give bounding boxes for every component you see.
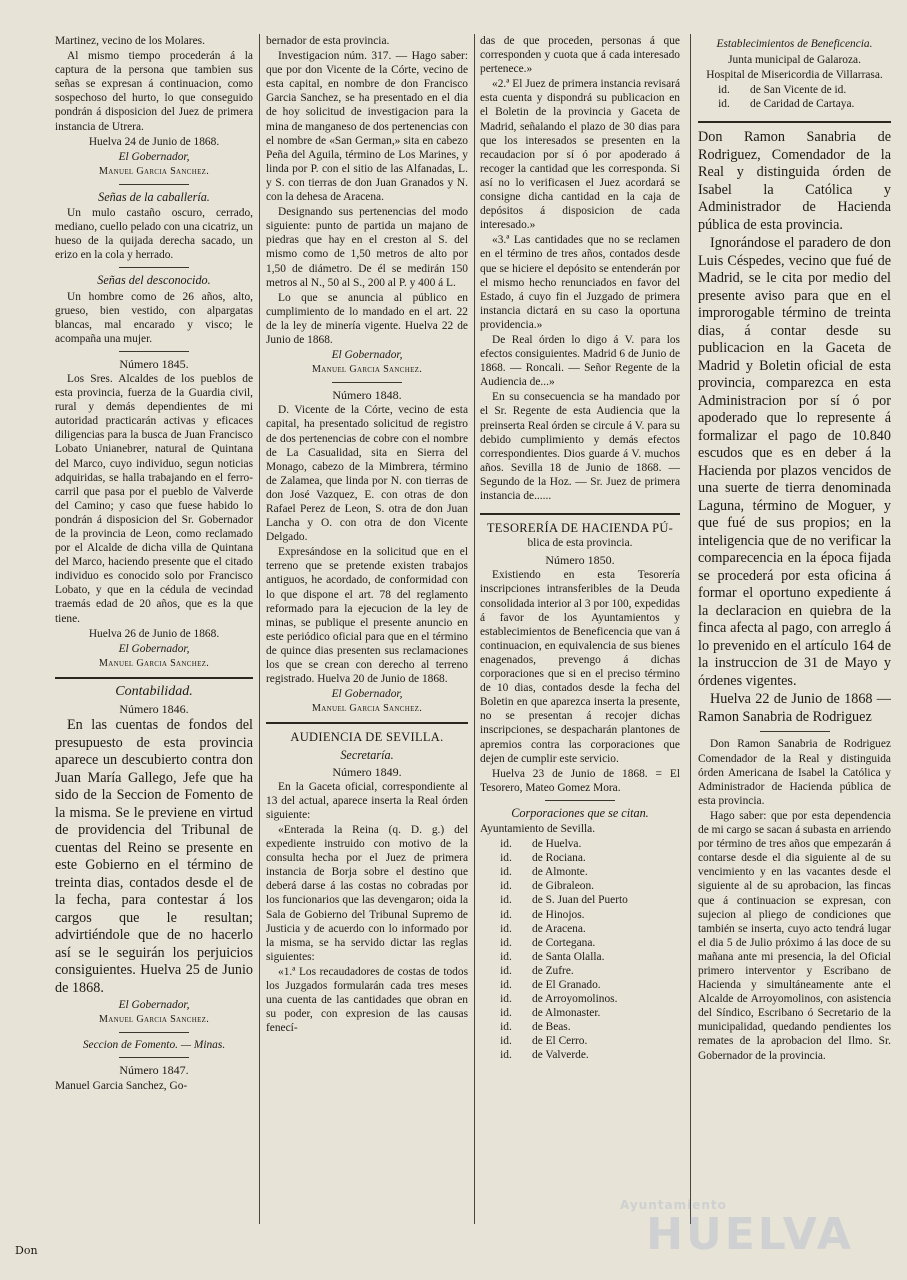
paragraph: Huelva 22 de Junio de 1868 — Ramon Sanabria de Rodriguez	[698, 691, 891, 725]
notice-number: Número 1846.	[119, 702, 189, 717]
section-heading: TESORERÍA DE HACIENDA PÚ-	[486, 521, 674, 536]
notice-number: Número 1848.	[332, 388, 402, 403]
paragraph: Hago saber: que por esta dependencia de mi cargo se sacan á subasta en arriendo por término de tres años que empezarán á contarse desde el dia siguiente al de su vencimiento y en las vacantes desde el siguiente al de su aprobacion, las fincas que á continuacion se expresan, con sujecion al pliego de condiciones que también se inserta, cuyo acto tendrá lugar el dia 5 de Julio próximo á las doce de su mañana ante mi presencia, la del Oficial primero interventor y Escribano de Hacienda y simultáneamente ante el Alcalde de Arroyomolinos, con asistencia del Síndico, Escribano ó Secretario de la municipalidad, quedando pendientes los remates de la aprobacion del Ilmo. Sr. Gobernador de la provincia.	[698, 809, 891, 1062]
signature-title: El Gobernador,	[331, 688, 403, 701]
signature-title: El Gobernador,	[118, 999, 190, 1012]
notice-number: Número 1847.	[119, 1063, 189, 1078]
list-item: id. de Aracena.	[500, 922, 586, 935]
column-rule	[259, 34, 260, 1224]
paragraph: Manuel Garcia Sanchez, Go-	[55, 1079, 188, 1092]
date-line: Huelva 24 de Junio de 1868.	[88, 135, 220, 148]
paragraph: Lo que se anuncia al público en cumplimiento de lo mandado en el art. 22 de la ley de minería vigente. Huelva 22 de Junio de 1868.	[266, 291, 468, 346]
paragraph: En las cuentas de fondos del presupuesto de esta provincia aparece un descubierto contra don Juan María Gallego, Jefe que ha sido de la Seccion de Fomento de la misma. Se le previene en virtud de providencia del Tribunal de cuentas del Reino se presente en este Gobierno en el término de treinta dias, contados desde el de la fecha, para contestar á los cargos que le resultan; advirtiéndole que de no hacerlo así se le seguirán los perjuicios consiguientes. Huelva 25 de Junio de 1868.	[55, 717, 253, 996]
divider	[119, 184, 189, 185]
list-item: Hospital de Misericordia de Villarrasa.	[706, 69, 883, 82]
paragraph: Designando sus pertenencias del modo siguiente: punto de partida un majano de piedras que hay en el creston al S. del mismo como de 1,50 metros de alto por 1,50 de diámetro. De él se medirán 150 metros al N., 50 al S., 200 al P. y 400 á L.	[266, 206, 468, 289]
signature-name: Manuel Garcia Sanchez.	[98, 1014, 210, 1026]
section-heading: Contabilidad.	[115, 683, 193, 699]
section-heading: AUDIENCIA DE SEVILLA.	[290, 730, 444, 745]
signature-name: Manuel Garcia Sanchez.	[311, 364, 423, 376]
paragraph: «2.ª El Juez de primera instancia revisará esta cuenta y dispondrá su publicacion en el Boletin de la provincia y Gaceta de Madrid, señalando el plazo de 30 dias para que los interesados se presenten en la recaudacion por sí ó por apoderado á recoger la cantidad que les corresponda. Si así no lo verificasen el Juez acordará se consigne dicha cantidad en la caja de depósitos á disposicion de cada interesado.»	[480, 78, 680, 232]
list-item: id. de Beas.	[500, 1021, 571, 1034]
paragraph: «Enterada la Reina (q. D. g.) del expediente instruido con motivo de la consulta hecha por el Juez de primera instancia de Borja sobre el destino que deberá darse á las costas no cobradas por los funcionarios que las devengaron; oida la Sala de Gobierno del Tribunal Supremo de Justicia y de acuerdo con lo informado por la misma, se ha servido dictar las reglas siguientes:	[266, 823, 468, 963]
list-item: id. de Cortegana.	[500, 936, 596, 949]
column-3	[480, 34, 680, 1063]
paragraph: Existiendo en esta Tesorería inscripciones intransferibles de la Deuda consolidada interior al 3 por 100, expedidas á favor de los Ayuntamientos y establecimientos de Beneficencia que van á continuacion, en equivalencia de sus bienes enagenados, prevengo á dichas corporaciones que si en el preciso término de 10 dias, contados desde la fecha del Boletin en que aparezca inserta la presente, no se presentan á recojer dichas inscripciones, se despacharán plantones de apremios contra las corporaciones que dejen de cumplir este servicio.	[480, 569, 680, 765]
column-1	[55, 34, 253, 1094]
section-heading: blica de esta provincia.	[527, 537, 633, 550]
signature-title: El Gobernador,	[118, 150, 190, 163]
list-item: id. de Valverde.	[500, 1049, 589, 1062]
paragraph: Martinez, vecino de los Molares.	[55, 35, 205, 47]
paragraph: Huelva 23 de Junio de 1868. = El Tesorero, Mateo Gomez Mora.	[480, 767, 680, 794]
signature-name: Manuel Garcia Sanchez.	[311, 703, 423, 715]
paragraph: Don Ramon Sanabria de Rodriguez Comendador de la Real y distinguida órden Americana de Isabel la Católica y Administrador de Hacienda pública de esta provincia.	[698, 738, 891, 807]
column-2	[266, 34, 468, 1036]
signature-name: Manuel Garcia Sanchez.	[98, 657, 210, 669]
paragraph: Los Sres. Alcaldes de los pueblos de esta provincia, fuerza de la Guardia civil, rural y demás dependientes de mi autoridad practicarán activas y eficaces diligencias para la busca de Juan Francisco Lobato Unianebrer, natural de Quintana del Marco, cuyo individuo, segun noticias adquiridas, se halla trabajando en el ferro-carril que pasa por el pueblo de Valverde del Camino; y caso que fuese habido lo pondrán á disposicion del Sr. Gobernador de la provincia de Leon, como reclamado por el Alcalde de dicha villa de Quintana del Marco, haciendo presente que el citado individuo es conocido solo por Francisco Lobato, y que en la cédula de vecindad traemás edad de 20 años, que es la que tiene.	[55, 372, 253, 625]
paragraph: «3.ª Las cantidades que no se reclamen en el término de tres años, contados desde que se hiciere el depósito se entenderán por el mismo hecho renunciados en favor del Estado, á cuyo fin el Juzgado de primera instancia dictará en su caso la oportuna providencia.»	[480, 234, 680, 331]
divider	[480, 513, 680, 515]
corporation-list	[480, 837, 680, 1063]
list-item: id. de San Vicente de id.	[718, 84, 847, 97]
list-item: id. de Rociana.	[500, 852, 586, 865]
paragraph: Un hombre como de 26 años, alto, grueso, bien vestido, con alpargatas blancas, mal encarado y visco; le acompaña una mujer.	[55, 290, 253, 345]
column-4	[698, 34, 891, 1064]
signature-title: El Gobernador,	[331, 349, 403, 362]
signature-name: Manuel Garcia Sanchez.	[98, 165, 210, 177]
paragraph: Al mismo tiempo procederán á la captura de la persona que tambien sus señas se expresan á continuacion, como sospechoso del hurto, lo que conseguido pondrán á disposicion del Juez de primera instancia de Utrera.	[55, 50, 253, 133]
column-rule	[474, 34, 475, 1224]
notice-number: Número 1845.	[119, 356, 189, 371]
divider	[119, 1057, 189, 1058]
section-heading: Señas del desconocido.	[97, 273, 211, 288]
section-subheading: Secretaría.	[340, 747, 394, 762]
list-item: id. de Caridad de Cartaya.	[718, 98, 855, 111]
list-item: id. de Almonte.	[500, 866, 588, 879]
paragraph: En la Gaceta oficial, correspondiente al 13 del actual, aparece inserta la Real órden siguiente:	[266, 780, 468, 821]
list-item: id. de Hinojos.	[500, 908, 585, 921]
divider	[698, 121, 891, 123]
notice-number: Número 1850.	[545, 553, 615, 568]
list-item: id. de Arroyomolinos.	[500, 993, 618, 1006]
paragraph: De Real órden lo digo á V. para los efectos consiguientes. Madrid 6 de Junio de 1868. — Roncali. — Señor Regente de la Audiencia de...»	[480, 333, 680, 389]
list-item: id. de Gibraleon.	[500, 880, 594, 893]
paragraph: En su consecuencia se ha mandado por el Sr. Regente de esta Audiencia que la preinserta Real órden se circule á V. para su debido cumplimiento y demás efectos correspondientes. Dios guarde á V. muchos años. Sevilla 18 de Junio de 1868. — Segundo de la Hoz. — Sr. Juez de primera instancia de......	[480, 391, 680, 502]
paragraph: «1.ª Los recaudadores de costas de todos los Juzgados formularán cada tres meses una cuenta de las cantidades que obran en su poder, con expresion de las causas fenecí-	[266, 965, 468, 1035]
paragraph: Un mulo castaño oscuro, cerrado, mediano, cuello pelado con una cicatriz, un hueso de la quijada derecha sacado, un erizo en la cola y herrado.	[55, 207, 253, 262]
section-heading: Seccion de Fomento. — Minas.	[82, 1039, 226, 1052]
divider	[266, 722, 468, 724]
page-footer: Don	[15, 1244, 38, 1257]
paragraph: Expresándose en la solicitud que en el terreno que se pretende existen trabajos antiguos, he acordado, de conformidad con lo que dispone el art. 78 del reglamento reformado para la ejecucion de la ley de minas, se publique el presente anuncio en este periódico oficial para que en el término de quince dias presenten sus reclamaciones los que se crean con derecho al terreno registrado. Huelva 20 de Junio de 1868.	[266, 546, 468, 686]
section-heading: Señas de la caballería.	[98, 189, 210, 204]
date-line: Huelva 26 de Junio de 1868.	[88, 627, 220, 640]
list-item: id. de El Cerro.	[500, 1035, 588, 1048]
divider	[55, 677, 253, 679]
divider	[119, 351, 189, 352]
section-heading: Corporaciones que se citan.	[511, 805, 649, 820]
divider	[332, 382, 402, 383]
list-head: Ayuntamiento de Sevilla.	[480, 822, 596, 835]
list-item: Junta municipal de Galaroza.	[728, 54, 861, 67]
section-heading: Establecimientos de Beneficencia.	[716, 38, 873, 50]
list-item: id. de El Granado.	[500, 979, 601, 991]
watermark-logo: Ayuntamiento HUELVA	[620, 1198, 854, 1260]
signature-title: El Gobernador,	[118, 642, 190, 655]
divider	[545, 800, 615, 801]
paragraph: das de que proceden, personas á que corresponden y cuota que á cada interesado pertenece.»	[480, 35, 680, 76]
list-item: id. de Huelva.	[500, 838, 582, 851]
paragraph: bernador de esta provincia.	[266, 35, 390, 47]
divider	[119, 1032, 189, 1033]
column-rule	[690, 34, 691, 1224]
list-item: id. de Zufre.	[500, 964, 574, 977]
paragraph: Ignorándose el paradero de don Luis Céspedes, vecino que fué de Madrid, se le cita por medio del presente aviso para que en el improrogable término de treinta dias, á contar desde su publicacion en la Gaceta de Madrid y Boletin oficial de esta provincia, comparezca en esta Administracion por sí ó por apoderado que lo represente á formalizar el pago de 10.840 escudos que es en deber á la Hacienda por plazos vencidos de una suerte de tierra denominada Laguna, término de Moguer, y que fué de sus propios; en la inteligencia que de no verificar la comparecencia en la época fijada se procederá por esta oficina á formar el oportuno expediente á la declaracion en quiebra de la finca afecta al pago, con arreglo á lo prevenido en el artículo 164 de la instruccion de 31 de Mayo y órdenes vigentes.	[698, 235, 891, 689]
notice-number: Número 1849.	[332, 764, 402, 779]
list-item: id. de Almonaster.	[500, 1007, 601, 1020]
paragraph: Investigacion núm. 317. — Hago saber: que por don Vicente de la Córte, vecino de esta capital, en nombre de don Francisco Garcia Sanchez, se ha presentado en el dia de hoy solicitud de investigacion para la mina de manganeso de dos pertenencias con el nombre de «San German,» sita en cabezo Peña del Aguila, término de Los Marines, y linda por P. con el sitio de las Alfanadas, L. y S. con tierras de don Juan Granados y N. con la dehesa de Aracena.	[266, 50, 468, 204]
list-item: id. de S. Juan del Puerto	[500, 894, 628, 907]
divider	[760, 731, 830, 732]
list-item: id. de Santa Olalla.	[500, 950, 605, 963]
paragraph: Don Ramon Sanabria de Rodriguez, Comendador de la Real y distinguida órden de Isabel la Católica y Administrador de Hacienda pública de esta provincia.	[698, 129, 891, 233]
divider	[119, 267, 189, 268]
paragraph: D. Vicente de la Córte, vecino de esta capital, ha presentado solicitud de registro de dos pertenencias de cobre con el nombre de La Casualidad, sita en Sierra del Monago, cabezo de la Mimbrera, término de Zalamea, que linda por N. con tierras de don José Vazquez, E. con otras de don Rafael Perez de Leon, S. otra de don Juan Lancha y O. con otra de don Vicente Delgado.	[266, 404, 468, 544]
